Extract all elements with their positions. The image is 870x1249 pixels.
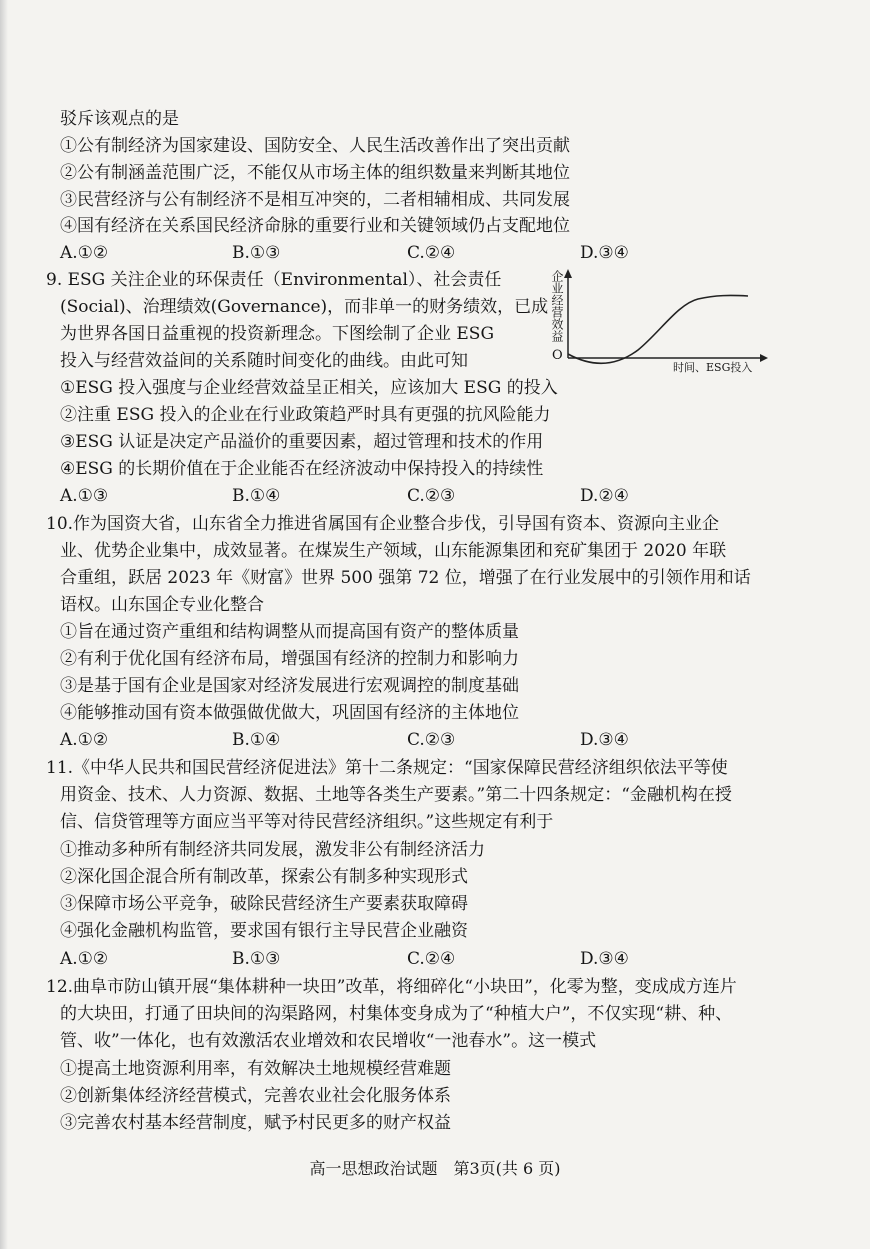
q9-option-b[interactable]: B.①④ [232,486,281,506]
q11-item-1: ①推动多种所有制经济共同发展，激发非公有制经济活力 [60,840,485,860]
q8-item-3: ③民营经济与公有制经济不是相互冲突的，二者相辅相成、共同发展 [60,190,570,210]
y-axis-label: 企业经营效益 [550,270,564,342]
q10-stem-2: 业、优势企业集中，成效显著。在煤炭生产领域，山东能源集团和兖矿集团于 2020 年联 [60,541,727,561]
q8-item-2: ②公有制涵盖范围广泛，不能仅从市场主体的组织数量来判断其地位 [60,163,570,183]
q8-option-b[interactable]: B.①③ [232,243,281,263]
q12-item-3: ③完善农村基本经营制度，赋予村民更多的财产权益 [60,1113,451,1133]
q12-stem-3: 管、收”一体化，也有效激活农业增效和农民增收“一池春水”。这一模式 [60,1031,597,1051]
q11-option-a[interactable]: A.①② [60,949,109,969]
q9-stem-1: 9. ESG 关注企业的环保责任（Environmental）、社会责任 [46,270,502,290]
q10-stem-3: 合重组，跃居 2023 年《财富》世界 500 强第 72 位，增强了在行业发展中的引领作用和话 [60,568,751,588]
q8-option-a[interactable]: A.①② [60,243,109,263]
q10-option-a[interactable]: A.①② [60,730,109,750]
q8-item-1: ①公有制经济为国家建设、国防安全、人民生活改善作出了突出贡献 [60,136,570,156]
q10-stem-4: 语权。山东国企专业化整合 [60,595,264,615]
q9-item-3: ③ESG 认证是决定产品溢价的重要因素，超过管理和技术的作用 [60,432,544,452]
q10-option-c[interactable]: C.②③ [407,730,456,750]
q8-item-4: ④国有经济在关系国民经济命脉的重要行业和关键领域仍占支配地位 [60,216,570,236]
q10-item-1: ①旨在通过资产重组和结构调整从而提高国有资产的整体质量 [60,622,519,642]
q9-stem-2: (Social)、治理绩效(Governance)，而非单一的财务绩效，已成 [60,297,549,317]
q11-stem-2: 用资金、技术、人力资源、数据、土地等各类生产要素。”第二十四条规定：“金融机构在授 [60,785,732,805]
x-axis-label: 时间、ESG投入 [673,361,753,374]
q10-option-b[interactable]: B.①④ [232,730,281,750]
q11-option-b[interactable]: B.①③ [232,949,281,969]
esg-curve-diagram [548,266,768,376]
q9-option-d[interactable]: D.②④ [580,486,629,506]
q10-item-2: ②有利于优化国有经济布局，增强国有经济的控制力和影响力 [60,649,519,669]
q11-option-c[interactable]: C.②④ [407,949,456,969]
q8-option-d[interactable]: D.③④ [580,243,629,263]
q10-item-3: ③是基于国有企业是国家对经济发展进行宏观调控的制度基础 [60,676,519,696]
q8-stem-end: 驳斥该观点的是 [60,109,179,129]
q11-item-2: ②深化国企混合所有制改革，探索公有制多种实现形式 [60,867,468,887]
esg-curve [568,295,748,363]
q11-stem-3: 信、信贷管理等方面应当平等对待民营经济组织。”这些规定有利于 [60,812,554,832]
q12-item-2: ②创新集体经济经营模式，完善农业社会化服务体系 [60,1086,451,1106]
q11-option-d[interactable]: D.③④ [580,949,629,969]
page-footer: 高一思想政治试题 第3页(共 6 页) [309,1159,561,1178]
q9-stem-4: 投入与经营效益间的关系随时间变化的曲线。由此可知 [60,351,468,371]
q10-option-d[interactable]: D.③④ [580,730,629,750]
q11-item-4: ④强化金融机构监管，要求国有银行主导民营企业融资 [60,921,468,941]
x-axis-arrow-icon [760,354,768,362]
q9-item-2: ②注重 ESG 投入的企业在行业政策趋严时具有更强的抗风险能力 [60,405,551,425]
q12-item-1: ①提高土地资源利用率，有效解决土地规模经营难题 [60,1059,451,1079]
scan-edge [0,0,8,1249]
q11-stem-1: 11.《中华人民共和国民营经济促进法》第十二条规定：“国家保障民营经济组织依法平等使 [46,758,728,778]
q8-option-c[interactable]: C.②④ [407,243,456,263]
q9-option-c[interactable]: C.②③ [407,486,456,506]
q9-option-a[interactable]: A.①③ [60,486,109,506]
y-axis-arrow-icon [564,269,572,278]
q9-stem-3: 为世界各国日益重视的投资新理念。下图绘制了企业 ESG [60,324,495,344]
q10-item-4: ④能够推动国有资本做强做优做大，巩固国有经济的主体地位 [60,703,519,723]
q9-item-4: ④ESG 的长期价值在于企业能否在经济波动中保持投入的持续性 [60,459,544,479]
q12-stem-2: 的大块田，打通了田块间的沟渠路网，村集体变身成为了“种植大户”，不仅实现“耕、种、 [60,1004,733,1024]
q9-item-1: ①ESG 投入强度与企业经营效益呈正相关，应该加大 ESG 的投入 [60,378,558,398]
q10-stem-1: 10.作为国资大省，山东省全力推进省属国有企业整合步伐，引导国有资本、资源向主业企 [46,514,720,534]
q11-item-3: ③保障市场公平竞争，破除民营经济生产要素获取障碍 [60,894,468,914]
q12-stem-1: 12.曲阜市防山镇开展“集体耕种一块田”改革，将细碎化“小块田”，化零为整，变成成方连片 [46,977,737,997]
origin-label: O [552,348,563,363]
